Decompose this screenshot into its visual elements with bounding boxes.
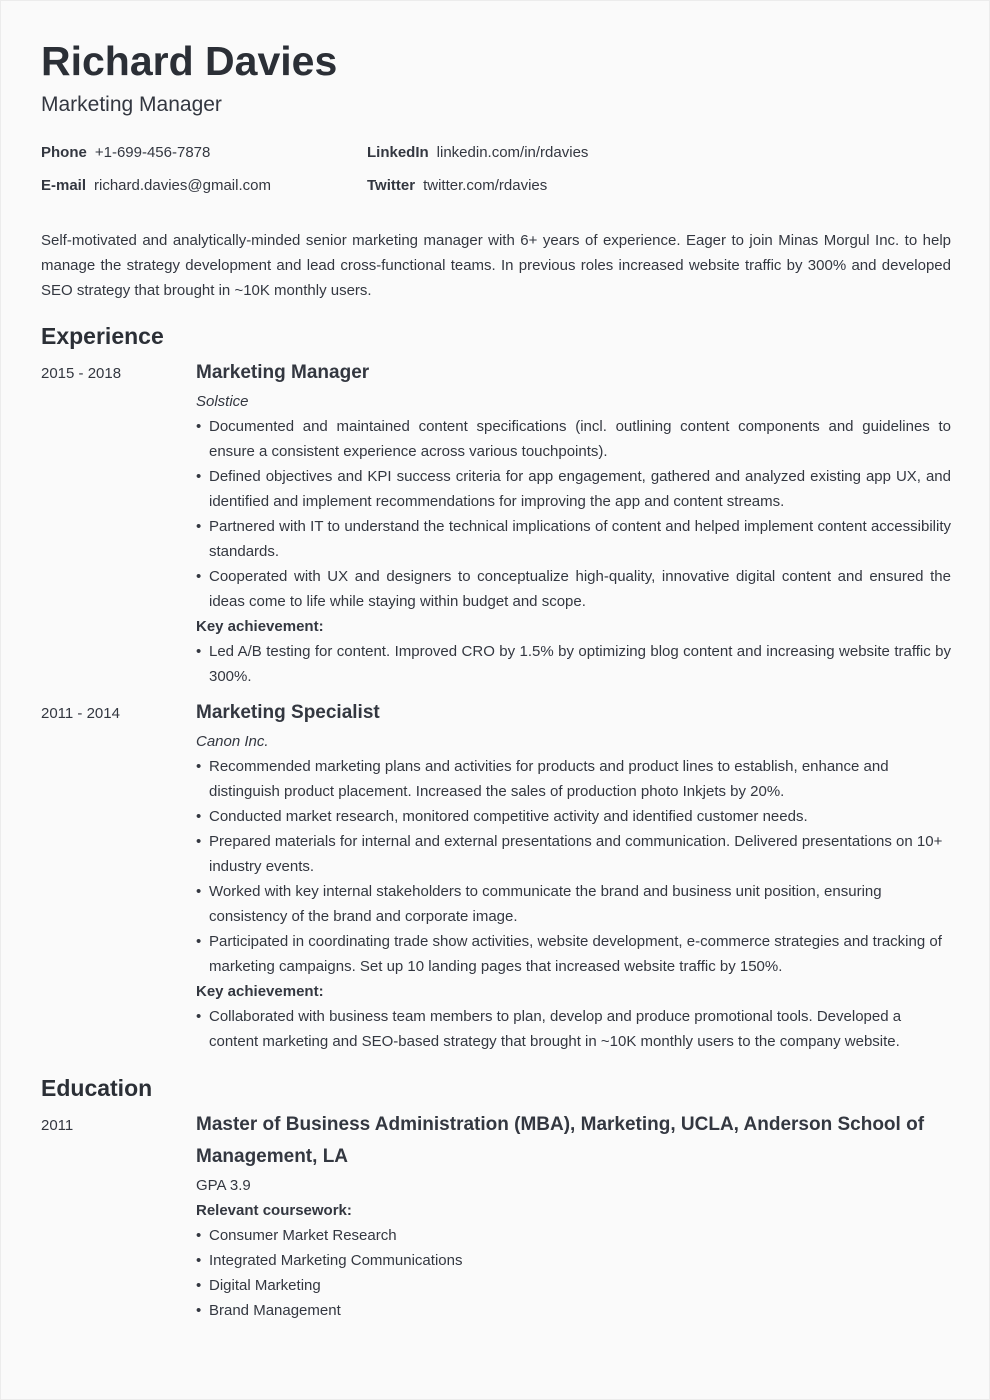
responsibility-item: • Recommended marketing plans and activities for products and product lines to establish, enhance and distinguish product placement. Increased the sales of production photo Inkjets by 20%. xyxy=(196,754,951,804)
gpa: GPA 3.9 xyxy=(196,1177,251,1194)
contact-email-value[interactable]: richard.davies@gmail.com xyxy=(94,177,271,194)
coursework-item: • Consumer Market Research xyxy=(196,1223,951,1248)
responsibility-item: • Partnered with IT to understand the technical implications of content and helped implement content accessibility standards. xyxy=(196,514,951,564)
contact-phone xyxy=(41,143,210,163)
coursework-item: • Integrated Marketing Communications xyxy=(196,1248,951,1273)
contact-linkedin xyxy=(367,143,588,163)
education-section-title: Education xyxy=(41,1075,153,1101)
job-company: Solstice xyxy=(196,393,249,410)
key-achievement-label: Key achievement: xyxy=(196,983,324,1000)
contact-twitter xyxy=(367,176,547,196)
responsibility-item: • Prepared materials for internal and external presentations and communication. Delivered presentations on 10+ industry events. xyxy=(196,829,951,879)
job-company: Canon Inc. xyxy=(196,733,269,750)
candidate-name: Richard Davies xyxy=(41,38,338,84)
contact-twitter-label: Twitter xyxy=(367,177,416,194)
job-entry xyxy=(196,700,951,1054)
job-dates: 2011 - 2014 xyxy=(41,705,120,722)
coursework-item: • Brand Management xyxy=(196,1298,951,1323)
key-achievements xyxy=(196,639,951,689)
contact-phone-value: +1-699-456-7878 xyxy=(94,144,211,161)
contact-phone-label: Phone xyxy=(41,144,87,161)
contact-email-label: E-mail xyxy=(41,177,87,194)
job-title: Marketing Manager xyxy=(196,362,370,383)
responsibility-item: • Worked with key internal stakeholders to communicate the brand and business unit position, ensuring consistency of the brand and corporate image. xyxy=(196,879,951,929)
job-entry xyxy=(196,360,951,689)
contact-linkedin-label: LinkedIn xyxy=(367,144,429,161)
responsibility-item: • Documented and maintained content specifications (incl. outlining content components and guidelines to ensure a consistent experience across various touchpoints). xyxy=(196,414,951,464)
education-entry xyxy=(196,1109,951,1323)
candidate-headline: Marketing Manager xyxy=(41,93,222,116)
profile-summary: Self-motivated and analytically-minded senior marketing manager with 6+ years of experience. Eager to join Minas Morgul Inc. to help manage the strategy development and lead cross-functional teams. In previous roles increased website traffic by 300% and developed SEO strategy that brought in ~10K monthly users. xyxy=(41,232,951,299)
job-title: Marketing Specialist xyxy=(196,702,380,723)
coursework-item: • Digital Marketing xyxy=(196,1273,951,1298)
achievement-item: • Collaborated with business team members to plan, develop and produce promotional tools. Developed a content marketing and SEO-based strategy that brought in ~10K monthly users to the company website. xyxy=(196,1004,951,1054)
contact-email xyxy=(41,176,271,196)
responsibility-item: • Cooperated with UX and designers to conceptualize high-quality, innovative digital content and ensured the ideas come to life while staying within budget and scope. xyxy=(196,564,951,614)
contact-linkedin-value[interactable]: linkedin.com/in/rdavies xyxy=(436,144,589,161)
achievement-item: • Led A/B testing for content. Improved CRO by 1.5% by optimizing blog content and increasing website traffic by 300%. xyxy=(196,639,951,689)
responsibility-item: • Defined objectives and KPI success criteria for app engagement, gathered and analyzed existing app UX, and identified and implement recommendations for improving the app and content streams. xyxy=(196,464,951,514)
education-date: 2011 xyxy=(41,1117,74,1134)
experience-section-title: Experience xyxy=(41,323,164,349)
responsibility-item: • Conducted market research, monitored competitive activity and identified customer needs. xyxy=(196,804,951,829)
degree-title: Master of Business Administration (MBA), Marketing, UCLA, Anderson School of Management, LA xyxy=(196,1114,925,1167)
job-dates: 2015 - 2018 xyxy=(41,365,122,382)
coursework-list xyxy=(196,1223,951,1323)
contact-twitter-value[interactable]: twitter.com/rdavies xyxy=(423,177,548,194)
job-responsibilities xyxy=(196,754,951,979)
job-responsibilities xyxy=(196,414,951,614)
responsibility-item: • Participated in coordinating trade show activities, website development, e-commerce strategies and tracking of marketing campaigns. Set up 10 landing pages that increased website traffic by 150%. xyxy=(196,929,951,979)
key-achievement-label: Key achievement: xyxy=(196,618,324,635)
coursework-label: Relevant coursework: xyxy=(196,1202,352,1219)
key-achievements xyxy=(196,1004,951,1054)
